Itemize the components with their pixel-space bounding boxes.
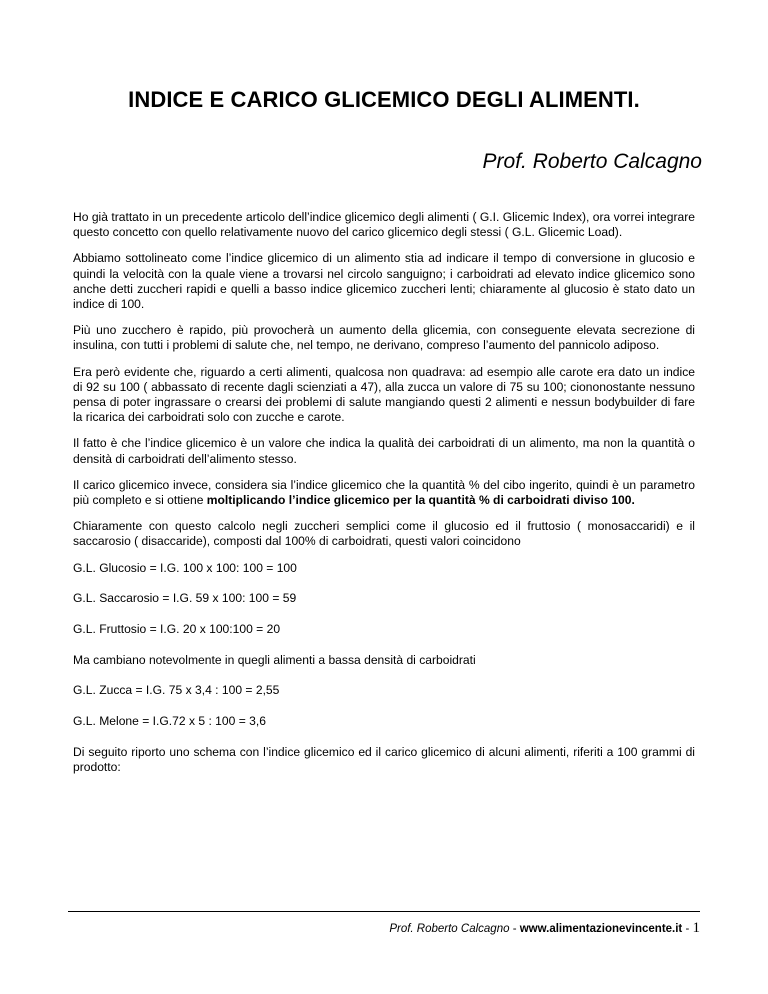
paragraph-table-intro: Di seguito riporto uno schema con l’indice glicemico ed il carico glicemico di alcuni alimenti, riferiti a 100 grammi di prodotto: [73,744,695,775]
formula-melon: G.L. Melone = I.G.72 x 5 : 100 = 3,6 [73,714,266,729]
footer-divider [68,911,700,912]
footer-author: Prof. Roberto Calcagno [389,923,510,935]
paragraph-glycemic-load-text: Il carico glicemico invece, considera sia l’indice glicemico che la quantità % del cibo ingerito, quindi è un parametro più completo e si ottiene [73,477,695,508]
footer-website-link[interactable]: www.alimentazionevincente.it [519,923,683,935]
page-footer [389,920,700,937]
document-author: Prof. Roberto Calcagno [482,150,702,173]
paragraph-glycemic-load-bold: moltiplicando l’indice glicemico per la quantità % di carboidrati diviso 100. [206,493,635,508]
paragraph-examples: Era però evidente che, riguardo a certi alimenti, qualcosa non quadrava: ad esempio alle carote era dato un indice di 92 su 100 ( abbassato di recente dagli scienziati a 47), alla zucca un valore di 75 su 100; ciononostante nessuno pensa di poter ingrassare o crearsi dei problemi di salute mangiando questi 2 alimenti e nessun bodybuilder di fare la ricarica dei carboidrati solo con zucche e carote. [73,364,695,425]
formula-sucrose: G.L. Saccarosio = I.G. 59 x 100: 100 = 59 [73,591,297,606]
footer-separator: - [682,923,693,935]
formula-fructose: G.L. Fruttosio = I.G. 20 x 100:100 = 20 [73,622,281,637]
paragraph-quality: Il fatto è che l’indice glicemico è un valore che indica la qualità dei carboidrati di un alimento, ma non la quantità o densità di carboidrati dell’alimento stesso. [73,436,695,466]
footer-separator: - [509,923,520,935]
page-number: 1 [692,920,700,936]
document-body [73,210,695,786]
paragraph-insulin: Più uno zucchero è rapido, più provocherà un aumento della glicemia, con conseguente elevata secrezione di insulina, con tutti i problemi di salute che, nel tempo, ne derivano, compreso l’aumento del pannicolo adiposo. [73,323,695,353]
paragraph-intro: Ho già trattato in un precedente articolo dell’indice glicemico degli alimenti ( G.I. Glicemic Index), ora vorrei integrare questo concetto con quello relativamente nuovo del carico glicemico degli stessi ( G.L. Glicemic Load). [73,210,695,240]
paragraph-glycemic-load [73,478,695,508]
paragraph-low-density: Ma cambiano notevolmente in quegli alimenti a bassa densità di carboidrati [73,652,476,667]
formula-glucose: G.L. Glucosio = I.G. 100 x 100: 100 = 100 [73,560,297,575]
formula-pumpkin: G.L. Zucca = I.G. 75 x 3,4 : 100 = 2,55 [73,683,280,698]
document-title: INDICE E CARICO GLICEMICO DEGLI ALIMENTI. [128,87,640,112]
paragraph-simple-sugars: Chiaramente con questo calcolo negli zuccheri semplici come il glucosio ed il fruttosio ( monosaccaridi) e il saccarosio ( disaccaride), composti dal 100% di carboidrati, questi valori coincidono [73,519,695,549]
paragraph-glycemic-index: Abbiamo sottolineato come l’indice glicemico di un alimento stia ad indicare il tempo di conversione in glucosio e quindi la velocità con la quale viene a trovarsi nel circolo sanguigno; i carboidrati ad elevato indice glicemico sono anche detti zuccheri rapidi e quelli a basso indice glicemico zuccheri lenti; chiaramente al glucosio è stato dato un indice di 100. [73,251,695,312]
